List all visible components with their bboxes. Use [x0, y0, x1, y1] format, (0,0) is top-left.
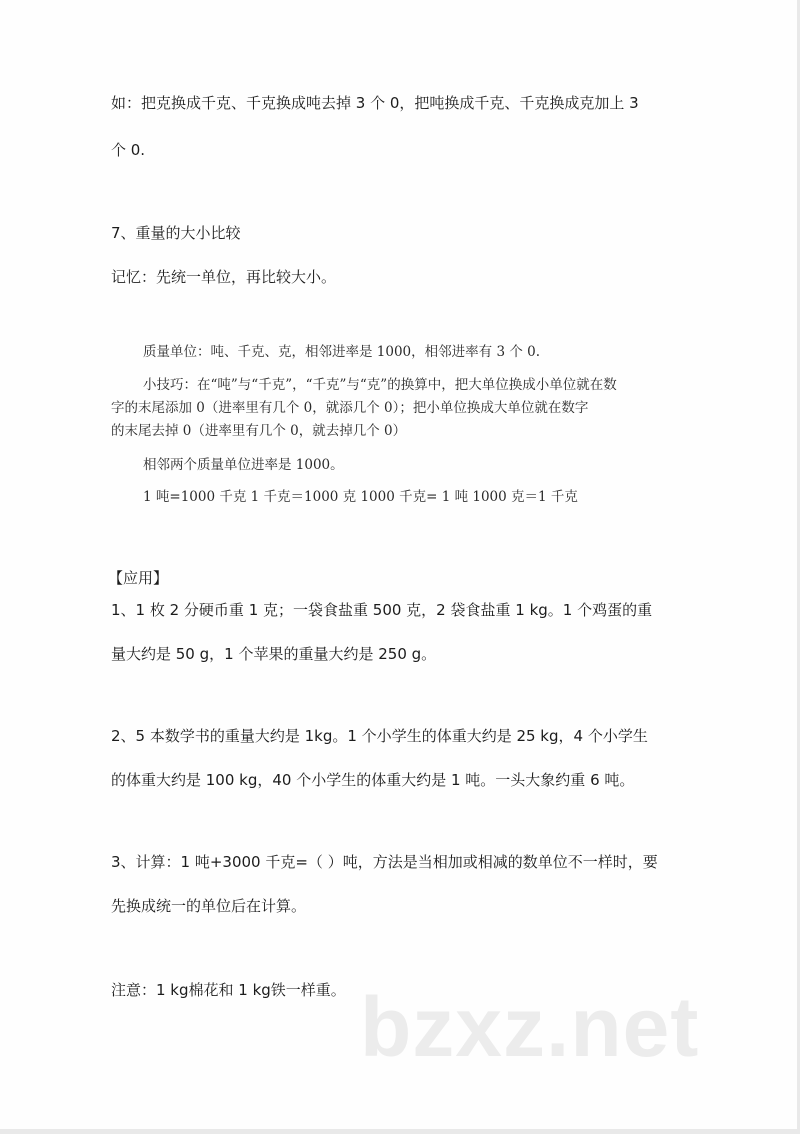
application-item1-line2: 量大约是 50 g，1 个苹果的重量大约是 250 g。	[111, 645, 437, 663]
tip-line2: 字的末尾添加 0（进率里有几个 0，就添几个 0）；把小单位换成大单位就在数字	[111, 400, 589, 416]
application-heading: 【应用】	[108, 569, 169, 587]
conversion-note-line1: 如：把克换成千克、千克换成吨去掉 3 个 0，把吨换成千克、千克换成克加上 3	[111, 94, 639, 112]
section-7-memory-tip: 记忆：先统一单位，再比较大小。	[111, 268, 337, 286]
tip-line1: 小技巧：在“吨”与“千克”，“千克”与“克”的换算中，把大单位换成小单位就在数	[143, 377, 617, 393]
watermark-logo: bzxz.net	[360, 980, 700, 1074]
section-7-heading: 7、重量的大小比较	[111, 224, 241, 242]
rate-text: 相邻两个质量单位进率是 1000。	[143, 457, 344, 473]
application-item2-line2: 的体重大约是 100 kg，40 个小学生的体重大约是 1 吨。一头大象约重 6 吨。	[111, 771, 635, 789]
application-item3-line1: 3、计算：1 吨+3000 千克=（ ）吨，方法是当相加或相减的数单位不一样时，要	[111, 853, 658, 871]
unit-equations: 1 吨=1000 千克 1 千克＝1000 克 1000 千克= 1 吨 1000 克＝1 千克	[143, 489, 578, 505]
note-text: 注意：1 kg棉花和 1 kg铁一样重。	[111, 981, 346, 999]
conversion-note-line2: 个 0.	[111, 141, 146, 159]
tip-line3: 的末尾去掉 0（进率里有几个 0，就去掉几个 0）	[111, 423, 407, 439]
mass-units-text: 质量单位：吨、千克、克，相邻进率是 1000，相邻进率有 3 个 0.	[143, 344, 540, 360]
application-item3-line2: 先换成统一的单位后在计算。	[111, 897, 307, 915]
application-item2-line1: 2、5 本数学书的重量大约是 1kg。1 个小学生的体重大约是 25 kg，4 个小学生	[111, 727, 648, 745]
application-item1-line1: 1、1 枚 2 分硬币重 1 克；一袋食盐重 500 克，2 袋食盐重 1 kg。1 个鸡蛋的重	[111, 601, 653, 619]
